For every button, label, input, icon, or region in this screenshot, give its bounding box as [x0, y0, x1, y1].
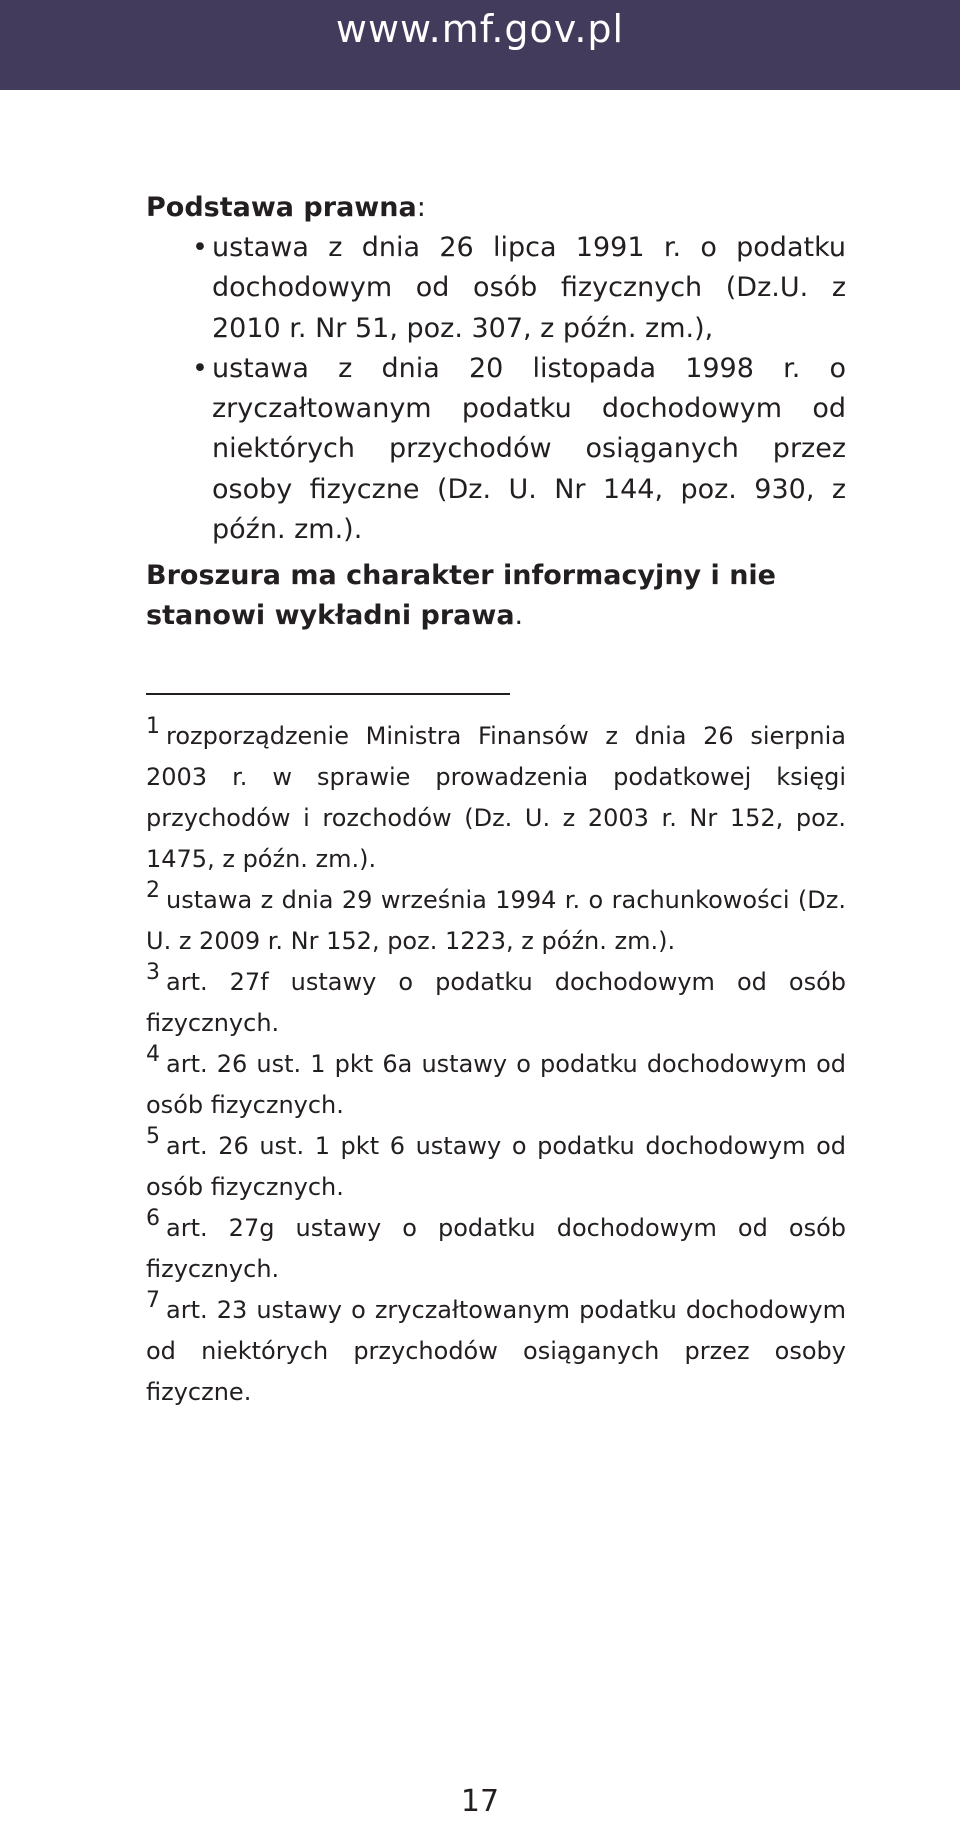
- legal-basis-list: [146, 228, 846, 550]
- legal-basis-heading: [146, 188, 846, 228]
- footnote-divider: [146, 693, 510, 695]
- footnote-number: 3: [146, 960, 160, 985]
- footnote: [146, 1208, 846, 1290]
- heading-colon: :: [416, 192, 426, 223]
- footnote: [146, 1126, 846, 1208]
- footnote-text: art. 26 ust. 1 pkt 6a ustawy o podatku dochodowym od osób fizycznych.: [146, 1050, 846, 1119]
- footnote: [146, 716, 846, 880]
- footnote-text: rozporządzenie Ministra Finansów z dnia 26 sierpnia 2003 r. w sprawie prowadzenia podatkowej księgi przychodów i rozchodów (Dz. U. z 2003 r. Nr 152, poz. 1475, z późn. zm.).: [146, 722, 846, 873]
- legal-basis-section: [146, 188, 846, 550]
- page-number: 17: [460, 1784, 500, 1819]
- footnote: [146, 1044, 846, 1126]
- footnote-number: 5: [146, 1124, 160, 1149]
- footnote: [146, 880, 846, 962]
- footnote-number: 6: [146, 1206, 160, 1231]
- footnote: [146, 1290, 846, 1413]
- footnote-text: art. 26 ust. 1 pkt 6 ustawy o podatku dochodowym od osób fizycznych.: [146, 1132, 846, 1201]
- disclaimer-text: Broszura ma charakter informacyjny i nie stanowi wykładni prawa: [146, 560, 776, 631]
- list-item: [146, 228, 846, 349]
- website-url[interactable]: www.mf.gov.pl: [335, 7, 625, 51]
- footnote-text: art. 23 ustawy o zryczałtowanym podatku dochodowym od niektórych przychodów osiąganych przez osoby fizyczne.: [146, 1296, 846, 1406]
- legal-basis-heading-text: Podstawa prawna: [146, 192, 417, 223]
- disclaimer-period: .: [514, 600, 524, 631]
- footnote-number: 7: [146, 1288, 160, 1313]
- bullet-icon: •: [192, 232, 208, 263]
- footnote-number: 4: [146, 1042, 160, 1067]
- footnotes-section: [146, 716, 846, 1413]
- footnote-text: ustawa z dnia 29 września 1994 r. o rachunkowości (Dz. U. z 2009 r. Nr 152, poz. 1223, z późn. zm.).: [146, 886, 846, 955]
- footnote-text: art. 27f ustawy o podatku dochodowym od osób fizycznych.: [146, 968, 846, 1037]
- list-item: [146, 349, 846, 550]
- footnote-number: 1: [146, 714, 160, 739]
- footnote-text: art. 27g ustawy o podatku dochodowym od osób fizycznych.: [146, 1214, 846, 1283]
- bullet-icon: •: [192, 352, 208, 384]
- disclaimer: [146, 556, 846, 636]
- header-bar: [0, 0, 960, 90]
- list-item-text: ustawa z dnia 26 lipca 1991 r. o podatku dochodowym od osób fizycznych (Dz.U. z 2010 r. Nr 51, poz. 307, z późn. zm.),: [212, 232, 846, 344]
- list-item-text: ustawa z dnia 20 listopada 1998 r. o zryczałtowanym podatku dochodowym od niektórych przychodów osiąganych przez osoby fizyczne (Dz. U. Nr 144, poz. 930, z późn. zm.).: [212, 352, 846, 546]
- footnote: [146, 962, 846, 1044]
- footnote-number: 2: [146, 878, 160, 903]
